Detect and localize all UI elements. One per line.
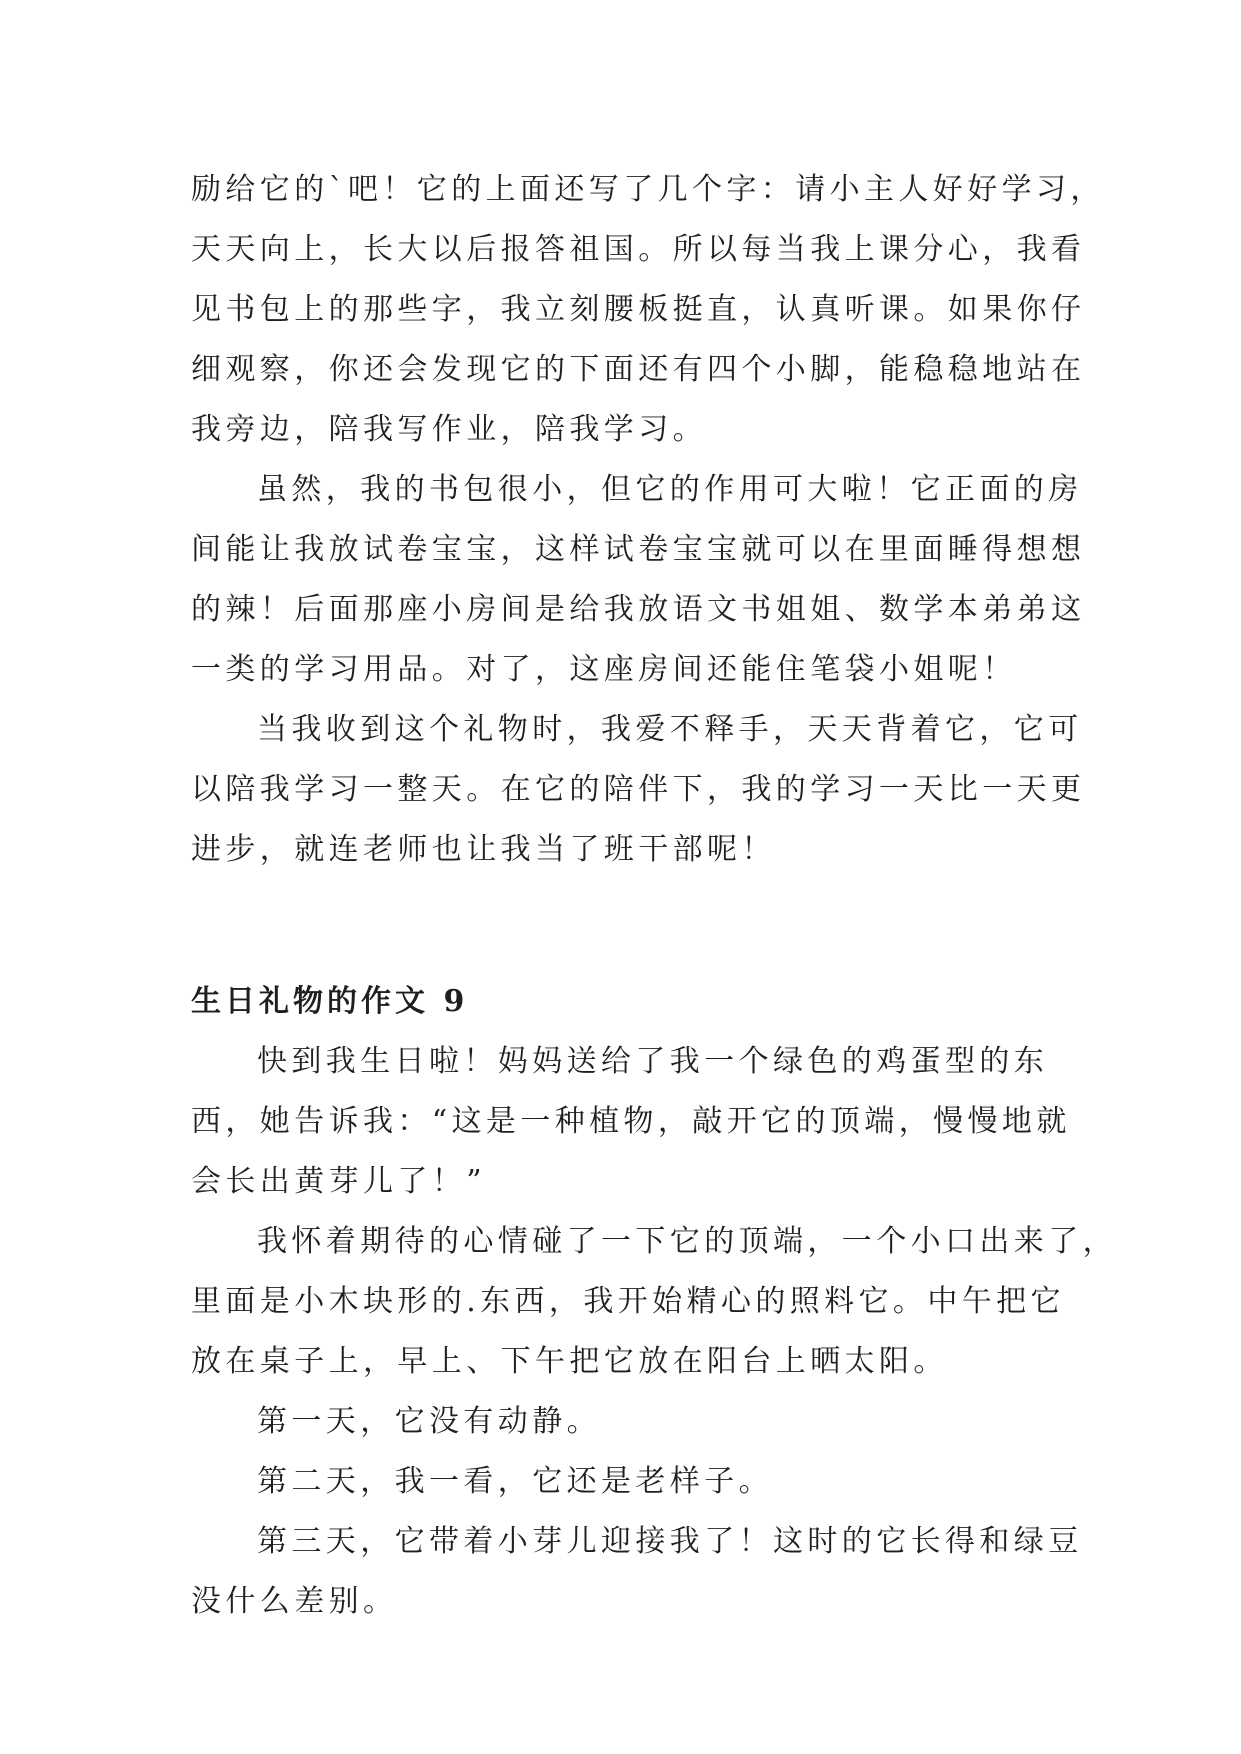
paragraph-6: 第一天，它没有动静。: [257, 1404, 601, 1439]
paragraph-intro: [191, 160, 1105, 460]
paragraph-5: [191, 1212, 1117, 1392]
text-line: 当我收到这个礼物时，我爱不释手，天天背着它，它可: [257, 712, 1083, 747]
text-line: 见书包上的那些字，我立刻腰板挺直，认真听课。如果你仔: [191, 292, 1086, 327]
text-line: 会长出黄芽儿了！”: [191, 1164, 486, 1199]
section-gap: [191, 880, 1061, 972]
text-line: 里面是小木块形的.东西，我开始精心的照料它。中午把它: [191, 1284, 1065, 1319]
text-line: 细观察，你还会发现它的下面还有四个小脚，能稳稳地站在: [191, 352, 1086, 387]
paragraph-2: [191, 460, 1086, 700]
text-line: 间能让我放试卷宝宝，这样试卷宝宝就可以在里面睡得想想: [191, 532, 1086, 567]
paragraph-7: 第二天，我一看，它还是老样子。: [257, 1464, 773, 1499]
text-line: 的辣！后面那座小房间是给我放语文书姐姐、数学本弟弟这: [191, 592, 1086, 627]
text-line: 天天向上，长大以后报答祖国。所以每当我上课分心，我看: [191, 232, 1086, 267]
text-line: 第三天，它带着小芽儿迎接我了！这时的它长得和绿豆: [257, 1524, 1083, 1559]
text-line: 没什么差别。: [191, 1584, 398, 1619]
text-line: 我旁边，陪我写作业，陪我学习。: [191, 412, 707, 447]
text-line: 快到我生日啦！妈妈送给了我一个绿色的鸡蛋型的东: [257, 1044, 1049, 1079]
text-line: 虽然，我的书包很小，但它的作用可大啦！它正面的房: [257, 472, 1083, 507]
paragraph-8: [191, 1512, 1083, 1632]
paragraph-3: [191, 700, 1086, 880]
text-line: 以陪我学习一整天。在它的陪伴下，我的学习一天比一天更: [191, 772, 1086, 807]
text-line: 我怀着期待的心情碰了一下它的顶端，一个小口出来了，: [257, 1224, 1117, 1259]
paragraph-4: [191, 1032, 1071, 1212]
document-body: [191, 160, 1117, 1632]
text-line: 一类的学习用品。对了，这座房间还能住笔袋小姐呢！: [191, 652, 1017, 687]
text-line: 西，她告诉我：“这是一种植物，敲开它的顶端，慢慢地就: [191, 1104, 1071, 1139]
section-title: 生日礼物的作文 9: [191, 984, 469, 1019]
text-line: 进步，就连老师也让我当了班干部呢！: [191, 832, 776, 867]
text-line: 放在桌子上，早上、下午把它放在阳台上晒太阳。: [191, 1344, 948, 1379]
text-line: 励给它的`吧！它的上面还写了几个字：请小主人好好学习，: [191, 172, 1105, 207]
